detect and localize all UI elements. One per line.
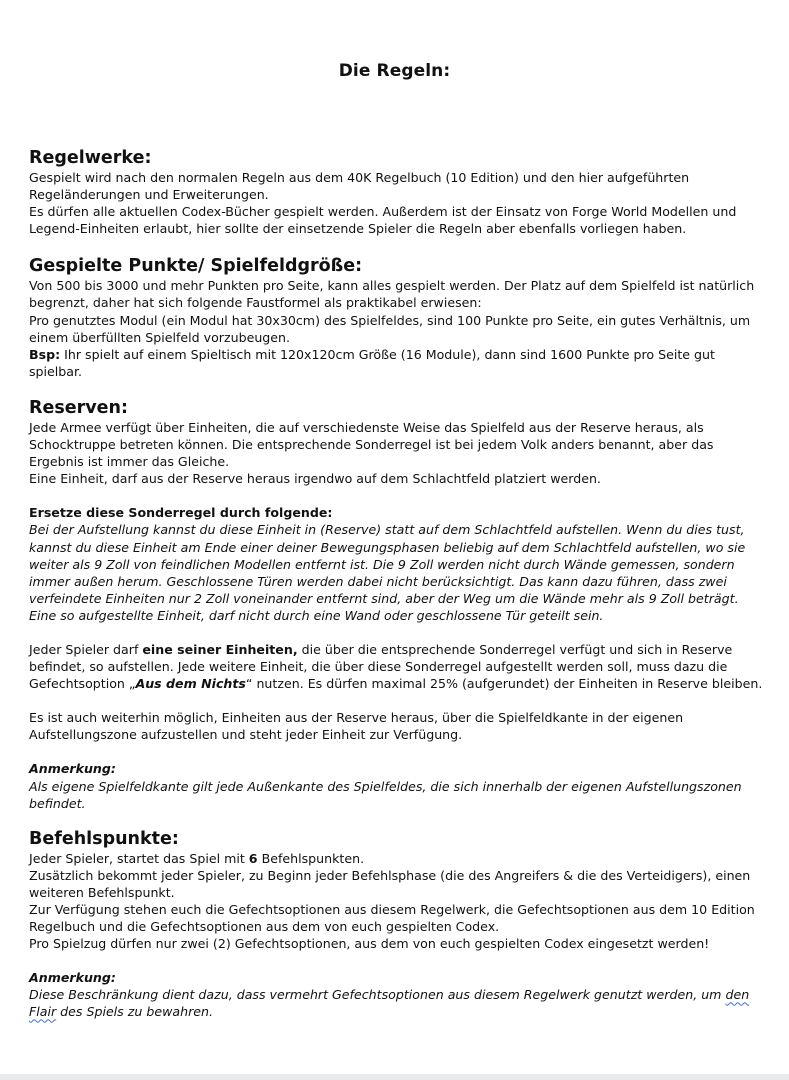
note-text: Als eigene Spielfeldkante gilt jede Außenkante des Spielfeldes, die sich innerhalb der eigenen Aufstellungszonen befindet. [29,778,742,811]
bottom-strip [0,1074,789,1080]
paragraph: Von 500 bis 3000 und mehr Punkten pro Seite, kann alles gespielt werden. Der Platz auf dem Spielfeld ist natürlich begrenzt, daher hat sich folgende Faustformel als praktikabel erwiesen: [29,278,755,311]
section-reserven [29,397,769,812]
paragraph: Gespielt wird nach den normalen Regeln aus dem 40K Regelbuch (10 Edition) und den hier aufgeführten Regeländerungen und Erweiterungen. [29,170,690,203]
document-body [29,147,769,1021]
paragraph: Es dürfen alle aktuellen Codex-Bücher gespielt werden. Außerdem ist der Einsatz von Forge World Modellen und Legend-Einheiten erlaubt, hier sollte der einsetzende Spieler die Regeln aber ebenfalls vorliegen haben. [29,204,737,237]
paragraph-italic: Bei der Aufstellung kannst du diese Einheit in (Reserve) statt auf dem Schlachtfeld aufstellen. Wenn du dies tust, kannst du diese Einheit am Ende einer deiner Bewegungsphasen beliebig auf dem Schlachtfeld aufstellen, wo sie weiter als 9 Zoll von feindlichen Modellen entfernt ist. Die 9 Zoll werden nicht durch Wände gemessen, sondern immer außen herum. Geschlossene Türen werden dabei nicht berücksichtigt. Das kann dazu führen, dass zwei verfeindete Einheiten nur 2 Zoll voneinander entfernt sind, aber der Weg um die Wände mehr als 9 Zoll beträgt. [29,522,746,606]
section-regelwerke [29,147,769,237]
note-label: Anmerkung: [29,761,116,777]
paragraph: Pro Spielzug dürfen nur zwei (2) Gefechtsoptionen, aus dem von euch gespielten Codex eingesetzt werden! [29,936,710,952]
paragraph: Zusätzlich bekommt jeder Spieler, zu Beginn jeder Befehlsphase (die des Angreifers & die des Verteidigers), einen weiteren Befehlspunkt. [29,867,751,900]
page-title: Die Regeln: [338,61,451,81]
paragraph-italic: Eine so aufgestellte Einheit, darf nicht durch eine Wand oder geschlossene Tür geteilt sein. [29,607,604,623]
heading-reserven: Reserven: [29,397,128,418]
subheading-ersetze: Ersetze diese Sonderregel durch folgende: [29,505,333,521]
paragraph: Eine Einheit, darf aus der Reserve heraus irgendwo auf dem Schlachtfeld platziert werden. [29,471,601,487]
note-label: Anmerkung: [29,970,116,986]
spellcheck-underline[interactable]: den Flair [29,987,750,1020]
note-text: Diese Beschränkung dient dazu, dass vermehrt Gefechtsoptionen aus diesem Regelwerk genutzt werden, um den Flair des Spiels zu bewahren. [29,987,750,1020]
example-text: Ihr spielt auf einem Spieltisch mit 120x120cm Größe (16 Module), dann sind 1600 Punkte pro Seite gut spielbar. [29,346,715,379]
section-befehlspunkte [29,828,769,1021]
heading-regelwerke: Regelwerke: [29,148,152,168]
heading-befehlspunkte: Befehlspunkte: [29,828,179,849]
paragraph: Pro genutztes Modul (ein Modul hat 30x30cm) des Spielfeldes, sind 100 Punkte pro Seite, ein gutes Verhältnis, um einem überfüllten Spielfeld vorzubeugen. [29,312,751,345]
paragraph: Jede Armee verfügt über Einheiten, die auf verschiedenste Weise das Spielfeld aus der Reserve heraus, als Schocktruppe betreten können. Die entsprechende Sonderregel ist bei jedem Volk anders benannt, aber das Ergebnis ist immer das Gleiche. [29,419,714,470]
paragraph-example [29,346,769,380]
example-label: Bsp: [29,346,61,362]
heading-punkte: Gespielte Punkte/ Spielfeldgröße: [29,256,363,277]
section-punkte [29,255,769,380]
paragraph: Jeder Spieler, startet das Spiel mit 6 Befehlspunkten. [29,850,365,866]
paragraph: Zur Verfügung stehen euch die Gefechtsoptionen aus diesem Regelwerk, die Gefechtsoptionen aus dem 10 Edition Regelbuch und die Gefechtsoptionen aus dem von euch gespielten Codex. [29,902,755,935]
paragraph: Es ist auch weiterhin möglich, Einheiten aus der Reserve heraus, über die Spielfeldkante in der eigenen Aufstellungszone aufzustellen und steht jeder Einheit zur Verfügung. [29,710,684,743]
paragraph-jeder-spieler: Jeder Spieler darf eine seiner Einheiten, die über die entsprechende Sonderregel verfügt und sich in Reserve befindet, so aufstellen. Jede weitere Einheit, die über diese Sonderregel aufgestellt werden soll, muss dazu die Gefechtsoption „Aus dem Nichts“ nutzen. Es dürfen maximal 25% (aufgerundet) der Einheiten in Reserve bleiben. [29,641,763,692]
